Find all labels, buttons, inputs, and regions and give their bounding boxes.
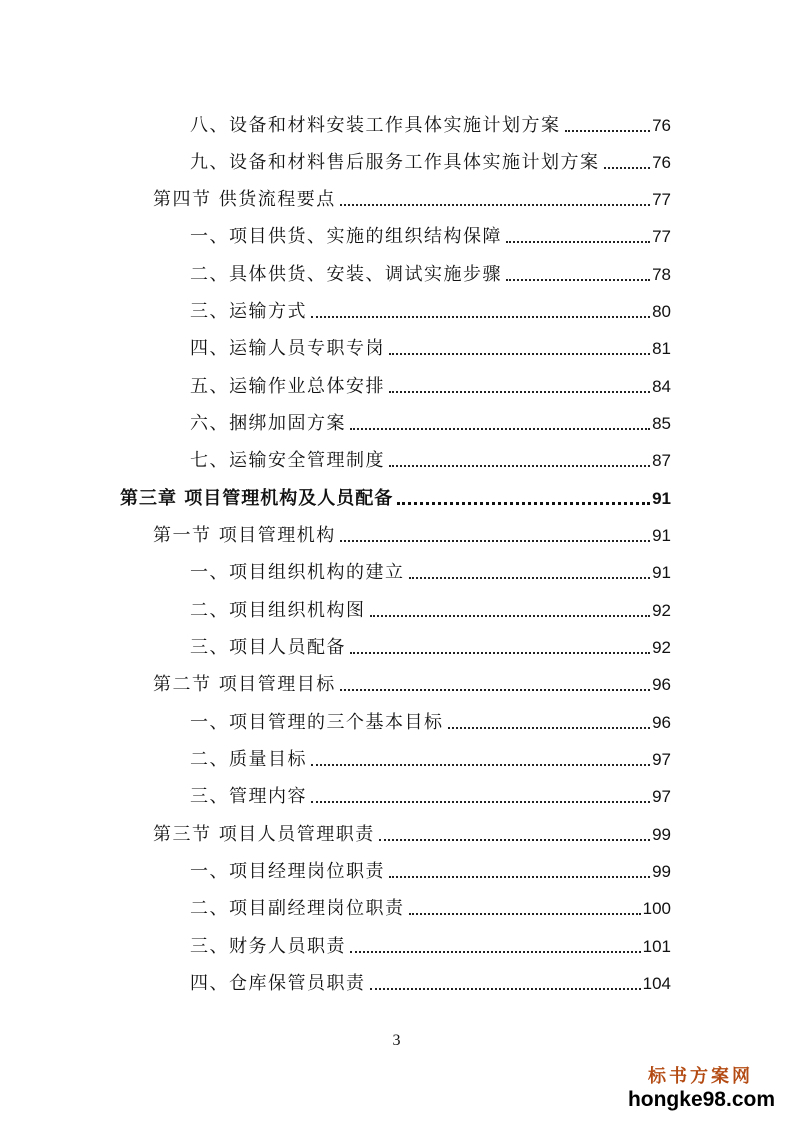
toc-entry[interactable] [190,137,671,174]
toc-entry-label: 一、项目供货、实施的组织结构保障 [190,226,502,247]
toc-entry[interactable] [190,249,671,286]
toc-dot-leader [389,391,650,393]
toc-entry-page: 92 [652,601,671,620]
toc-entry[interactable] [190,435,671,472]
toc-entry[interactable] [190,958,671,995]
toc-dot-leader [370,615,651,617]
toc-entry-label: 三、管理内容 [190,786,307,807]
toc-entry-page: 97 [652,787,671,806]
toc-entry[interactable] [153,809,671,846]
toc-entry-page: 92 [652,638,671,657]
toc-entry-page: 96 [652,713,671,732]
toc-dot-leader [350,428,650,430]
toc-entry-label: 四、运输人员专职专岗 [190,338,385,359]
toc-entry-page: 76 [652,116,671,135]
toc-entry-page: 77 [652,190,671,209]
toc-dot-leader [389,353,650,355]
toc-entry-label: 四、仓库保管员职责 [190,973,366,994]
toc-entry[interactable] [190,585,671,622]
toc-entry-page: 81 [652,339,671,358]
toc-entry[interactable] [190,697,671,734]
toc-entry-label: 二、项目组织机构图 [190,600,366,621]
toc-entry[interactable] [190,734,671,771]
watermark-site-url: hongke98.com [627,1088,775,1111]
toc-dot-leader [389,465,650,467]
toc-dot-leader [409,577,651,579]
toc-entry-page: 78 [652,265,671,284]
toc-entry-label: 一、项目经理岗位职责 [190,861,385,882]
toc-entry[interactable] [190,771,671,808]
toc-entry-label: 二、项目副经理岗位职责 [190,898,405,919]
toc-dot-leader [506,241,650,243]
toc-entry-label: 第二节 项目管理目标 [153,674,336,695]
toc-entry-page: 85 [652,414,671,433]
toc-entry-label: 二、质量目标 [190,749,307,770]
toc-entry-page: 101 [642,937,671,956]
toc-entry-label: 三、项目人员配备 [190,637,346,658]
toc-entry[interactable] [190,921,671,958]
toc-entry[interactable] [190,883,671,920]
toc-chapter-entry[interactable] [120,473,671,510]
toc-entry-page: 97 [652,750,671,769]
site-watermark [625,1066,775,1112]
toc-dot-leader [350,951,641,953]
toc-dot-leader [604,167,651,169]
toc-entry-label: 六、捆绑加固方案 [190,413,346,434]
toc-entry-label: 二、具体供货、安装、调试实施步骤 [190,264,502,285]
toc-entry[interactable] [190,846,671,883]
toc-entry-label: 七、运输安全管理制度 [190,450,385,471]
toc-dot-leader [311,316,650,318]
toc-entry-page: 104 [642,974,671,993]
toc-dot-leader [370,988,641,990]
toc-entry-page: 96 [652,675,671,694]
toc-entry-label: 第一节 项目管理机构 [153,525,336,546]
toc-entry-page: 91 [652,563,671,582]
toc-entry[interactable] [190,547,671,584]
toc-entry-page: 99 [652,862,671,881]
page-number: 3 [392,1032,401,1049]
toc-entry-label: 一、项目管理的三个基本目标 [190,712,444,733]
toc-entry[interactable] [190,286,671,323]
toc-entry-label: 第三节 项目人员管理职责 [153,824,375,845]
toc-entry-label: 第三章 项目管理机构及人员配备 [120,488,394,509]
toc-entry-label: 八、设备和材料安装工作具体实施计划方案 [190,115,561,136]
toc-entry-page: 99 [652,825,671,844]
toc-entry-label: 一、项目组织机构的建立 [190,562,405,583]
toc-dot-leader [379,839,650,841]
toc-dot-leader [340,204,650,206]
toc-entry-page: 91 [652,526,671,545]
toc-dot-leader [397,502,650,505]
toc-entry-page: 77 [652,227,671,246]
toc-entry[interactable] [190,211,671,248]
toc-entry-label: 三、财务人员职责 [190,936,346,957]
toc-entry-label: 九、设备和材料售后服务工作具体实施计划方案 [190,152,600,173]
toc-entry-label: 五、运输作业总体安排 [190,376,385,397]
toc-entry[interactable] [190,323,671,360]
toc-entry-label: 第四节 供货流程要点 [153,189,336,210]
toc-entry[interactable] [190,361,671,398]
toc-entry-page: 80 [652,302,671,321]
toc-entry-label: 三、运输方式 [190,301,307,322]
toc-entry-page: 91 [652,489,671,508]
toc-entry-page: 87 [652,451,671,470]
toc-dot-leader [340,540,650,542]
toc-dot-leader [565,130,651,132]
toc-dot-leader [350,652,650,654]
watermark-site-name: 标书方案网 [648,1066,753,1087]
toc-entry[interactable] [190,398,671,435]
toc-dot-leader [389,876,650,878]
toc-entry-page: 76 [652,153,671,172]
toc-entry[interactable] [153,659,671,696]
toc-dot-leader [409,913,641,915]
toc-entry[interactable] [153,510,671,547]
toc-entry-page: 100 [642,899,671,918]
toc-dot-leader [448,727,651,729]
toc-entry[interactable] [190,100,671,137]
toc-entry-page: 84 [652,377,671,396]
toc-dot-leader [340,689,650,691]
toc-entry[interactable] [153,174,671,211]
toc-dot-leader [311,764,650,766]
toc-dot-leader [311,801,650,803]
toc-dot-leader [506,279,650,281]
toc-entry[interactable] [190,622,671,659]
